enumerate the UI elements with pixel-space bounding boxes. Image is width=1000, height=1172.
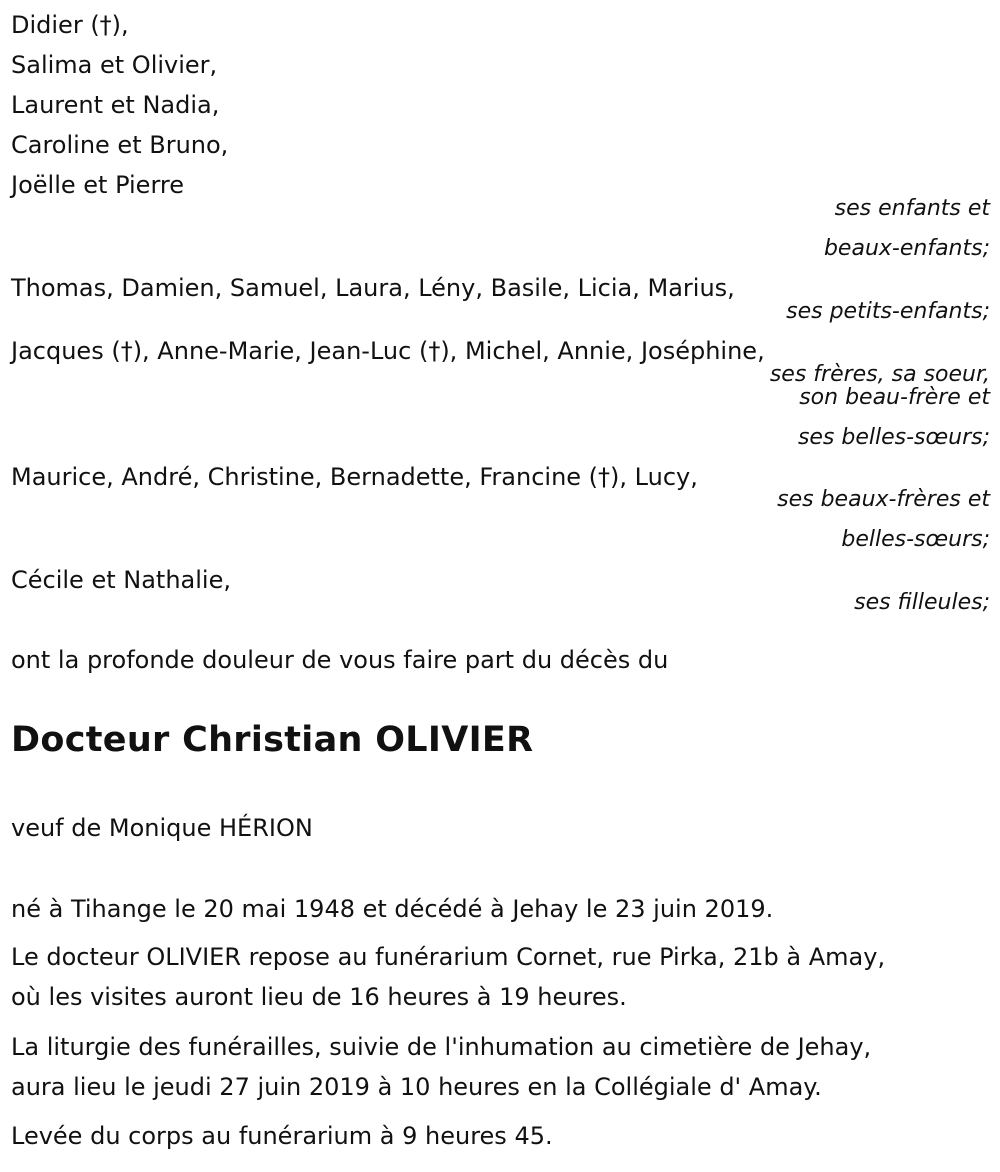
repose-line-2: où les visites auront lieu de 16 heures à 19 heures. <box>11 983 627 1011</box>
birth-death-line: né à Tihange le 20 mai 1948 et décédé à Jehay le 23 juin 2019. <box>11 895 774 923</box>
repose-line-1: Le docteur OLIVIER repose au funérarium Cornet, rue Pirka, 21b à Amay, <box>11 943 886 971</box>
liturgy-line-1: La liturgie des funérailles, suivie de l'inhumation au cimetière de Jehay, <box>11 1033 872 1061</box>
deceased-name: Docteur Christian OLIVIER <box>11 720 534 760</box>
children-line-2: Salima et Olivier, <box>11 51 218 79</box>
children-line-3: Laurent et Nadia, <box>11 91 220 119</box>
in-laws-names: Maurice, André, Christine, Bernadette, Francine (†), Lucy, <box>11 463 698 491</box>
goddaughters-role: ses filleules; <box>854 590 990 615</box>
children-line-5: Joëlle et Pierre <box>11 171 184 199</box>
goddaughters-names: Cécile et Nathalie, <box>11 566 231 594</box>
siblings-role-line-3: ses belles-sœurs; <box>797 425 990 450</box>
siblings-role-line-2: son beau-frère et <box>799 385 990 410</box>
spouse-line: veuf de Monique HÉRION <box>11 814 313 842</box>
children-line-1: Didier (†), <box>11 11 129 39</box>
siblings-names: Jacques (†), Anne-Marie, Jean-Luc (†), Michel, Annie, Joséphine, <box>11 337 765 365</box>
in-laws-role-line-2: belles-sœurs; <box>841 527 990 552</box>
grandchildren-role: ses petits-enfants; <box>786 299 990 324</box>
children-line-4: Caroline et Bruno, <box>11 131 229 159</box>
in-laws-role-line-1: ses beaux-frères et <box>777 487 990 512</box>
siblings-role-line-1: ses frères, sa soeur, <box>769 362 990 387</box>
children-role-line-2: beaux-enfants; <box>823 236 990 261</box>
levee-line: Levée du corps au funérarium à 9 heures 45. <box>11 1122 553 1150</box>
liturgy-line-2: aura lieu le jeudi 27 juin 2019 à 10 heures en la Collégiale d' Amay. <box>11 1073 822 1101</box>
children-role-line-1: ses enfants et <box>834 196 990 221</box>
grandchildren-names: Thomas, Damien, Samuel, Laura, Lény, Basile, Licia, Marius, <box>11 274 735 302</box>
announcement-text: ont la profonde douleur de vous faire part du décès du <box>11 646 669 674</box>
